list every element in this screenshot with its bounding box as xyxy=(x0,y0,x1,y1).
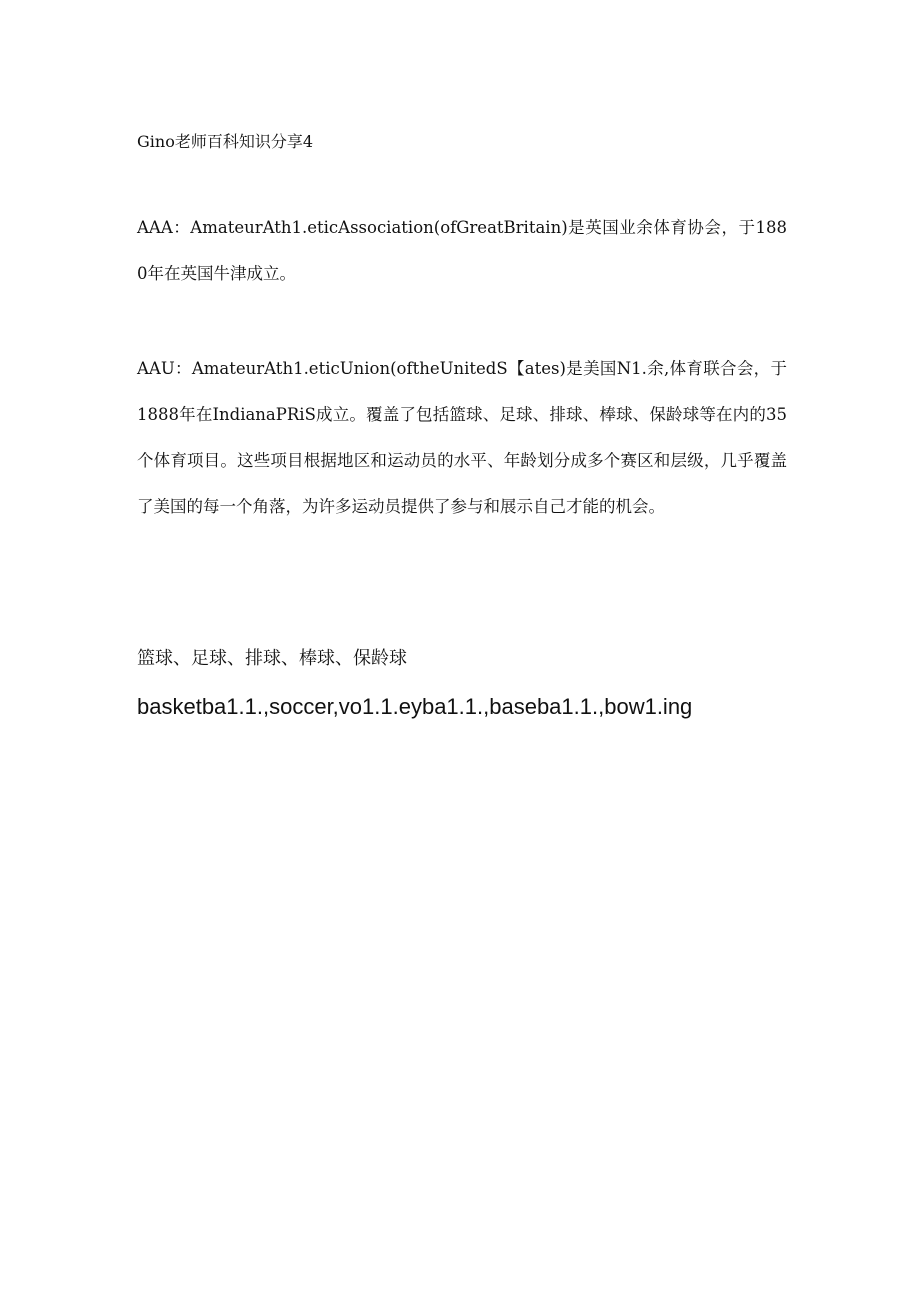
aau-paragraph: AAU：AmateurAth1.eticUnion(oftheUnitedS【ates)是美国N1.余,体育联合会，于1888年在IndianaPRiS成立。覆盖了包括篮球、足球、排球、棒球、保龄球等在内的35个体育项目。这些项目根据地区和运动员的水平、年龄划分成多个赛区和层级，几乎覆盖了美国的每一个角落，为许多运动员提供了参与和展示自己才能的机会。 xyxy=(137,359,787,516)
aaa-paragraph: AAA：AmateurAth1.eticAssociation(ofGreatBritain)是英国业余体育协会，于1880年在英国牛津成立。 xyxy=(137,218,787,283)
document-title-line: Gino老师百科知识分享4 xyxy=(137,132,314,151)
sports-list-chinese: 篮球、足球、排球、棒球、保龄球 xyxy=(137,648,407,669)
sports-list-english: basketba1.1.,soccer,vo1.1.eyba1.1.,baseba1.1.,bow1.ing xyxy=(137,694,693,719)
